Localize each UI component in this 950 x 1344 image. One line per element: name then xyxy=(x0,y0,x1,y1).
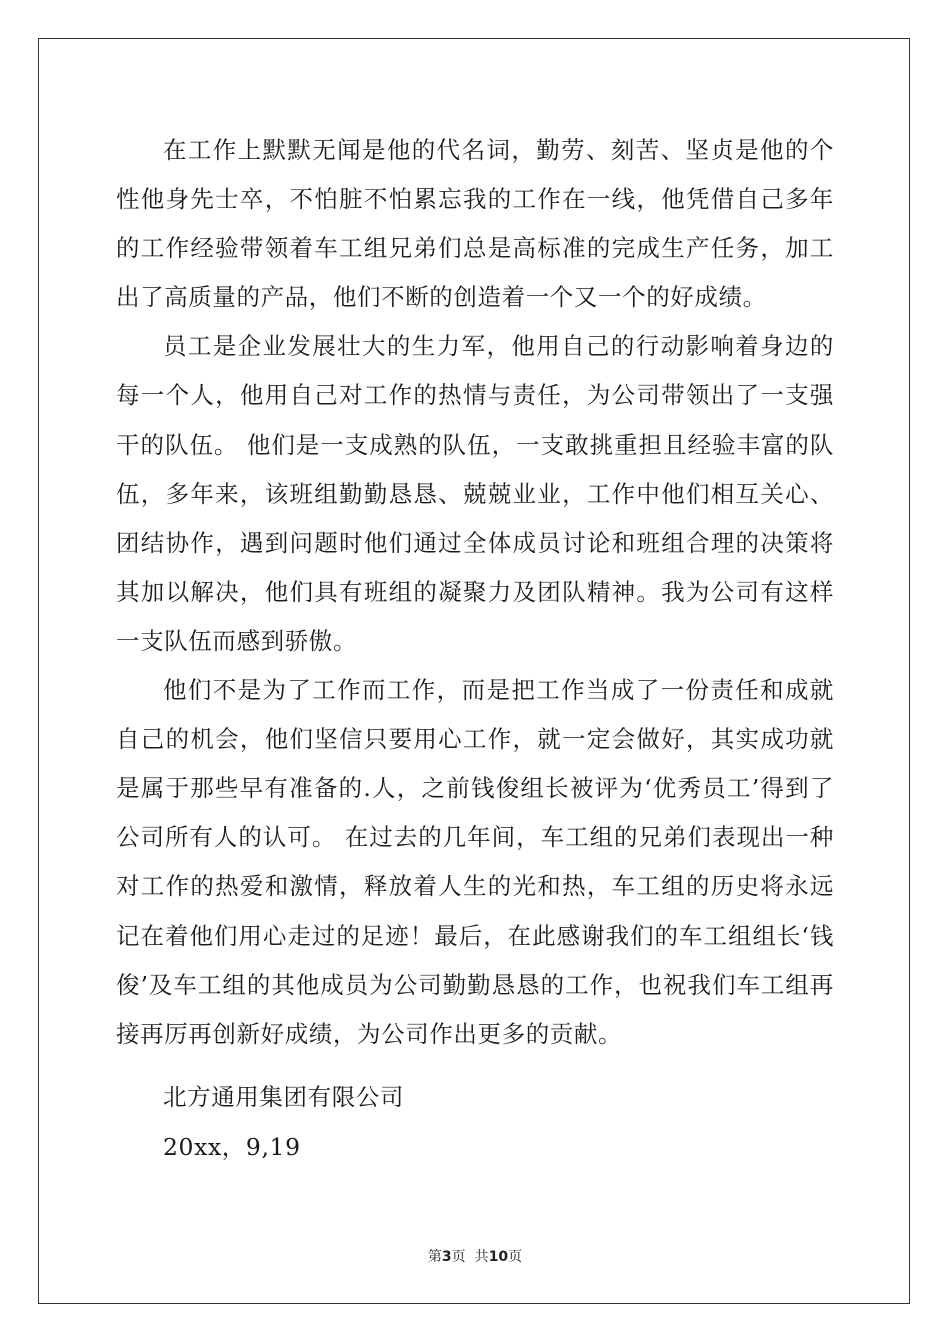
paragraph-2: 员工是企业发展壮大的生力军，他用自己的行动影响着身边的每一个人，他用自己对工作的热情与责任，为公司带领出了一支强干的队伍。 他们是一支成熟的队伍，一支敢挑重担且经验丰富的队伍，多年来，该班组勤勤恳恳、兢兢业业，工作中他们相互关心、团结协作，遇到问题时他们通过全体成员讨论和班组合理的决策将其加以解决，他们具有班组的凝聚力及团队精神。我为公司有这样一支队伍而感到骄傲。 xyxy=(116,332,834,655)
signature-date: 20xx，9,19 xyxy=(163,1133,301,1161)
page-footer xyxy=(0,1246,950,1266)
footer-mid: 页 共 xyxy=(451,1249,489,1265)
footer-total-pages: 10 xyxy=(488,1249,509,1265)
footer-suffix: 页 xyxy=(508,1249,523,1265)
paragraph-1: 在工作上默默无闻是他的代名词，勤劳、刻苦、坚贞是他的个性他身先士卒，不怕脏不怕累忘我的工作在一线，他凭借自己多年的工作经验带领着车工组兄弟们总是高标准的完成生产任务，加工出了高质量的产品，他们不断的创造着一个又一个的好成绩。 xyxy=(116,136,834,312)
paragraph-3: 他们不是为了工作而工作，而是把工作当成了一份责任和成就自己的机会，他们坚信只要用心工作，就一定会做好，其实成功就是属于那些早有准备的.人，之前钱俊组长被评为‘优秀员工’得到了公司所有人的认可。 在过去的几年间，车工组的兄弟们表现出一种对工作的热爱和激情，释放着人生的光和热，车工组的历史将永远记在着他们用心走过的足迹！最后，在此感谢我们的车工组组长‘钱俊’及车工组的其他成员为公司勤勤恳恳的工作，也祝我们车工组再接再厉再创新好成绩，为公司作出更多的贡献。 xyxy=(116,676,834,1048)
signature-company: 北方通用集团有限公司 xyxy=(163,1083,404,1111)
document-body xyxy=(116,126,834,1059)
footer-page-number: 3 xyxy=(441,1249,452,1265)
footer-prefix: 第 xyxy=(427,1249,442,1265)
